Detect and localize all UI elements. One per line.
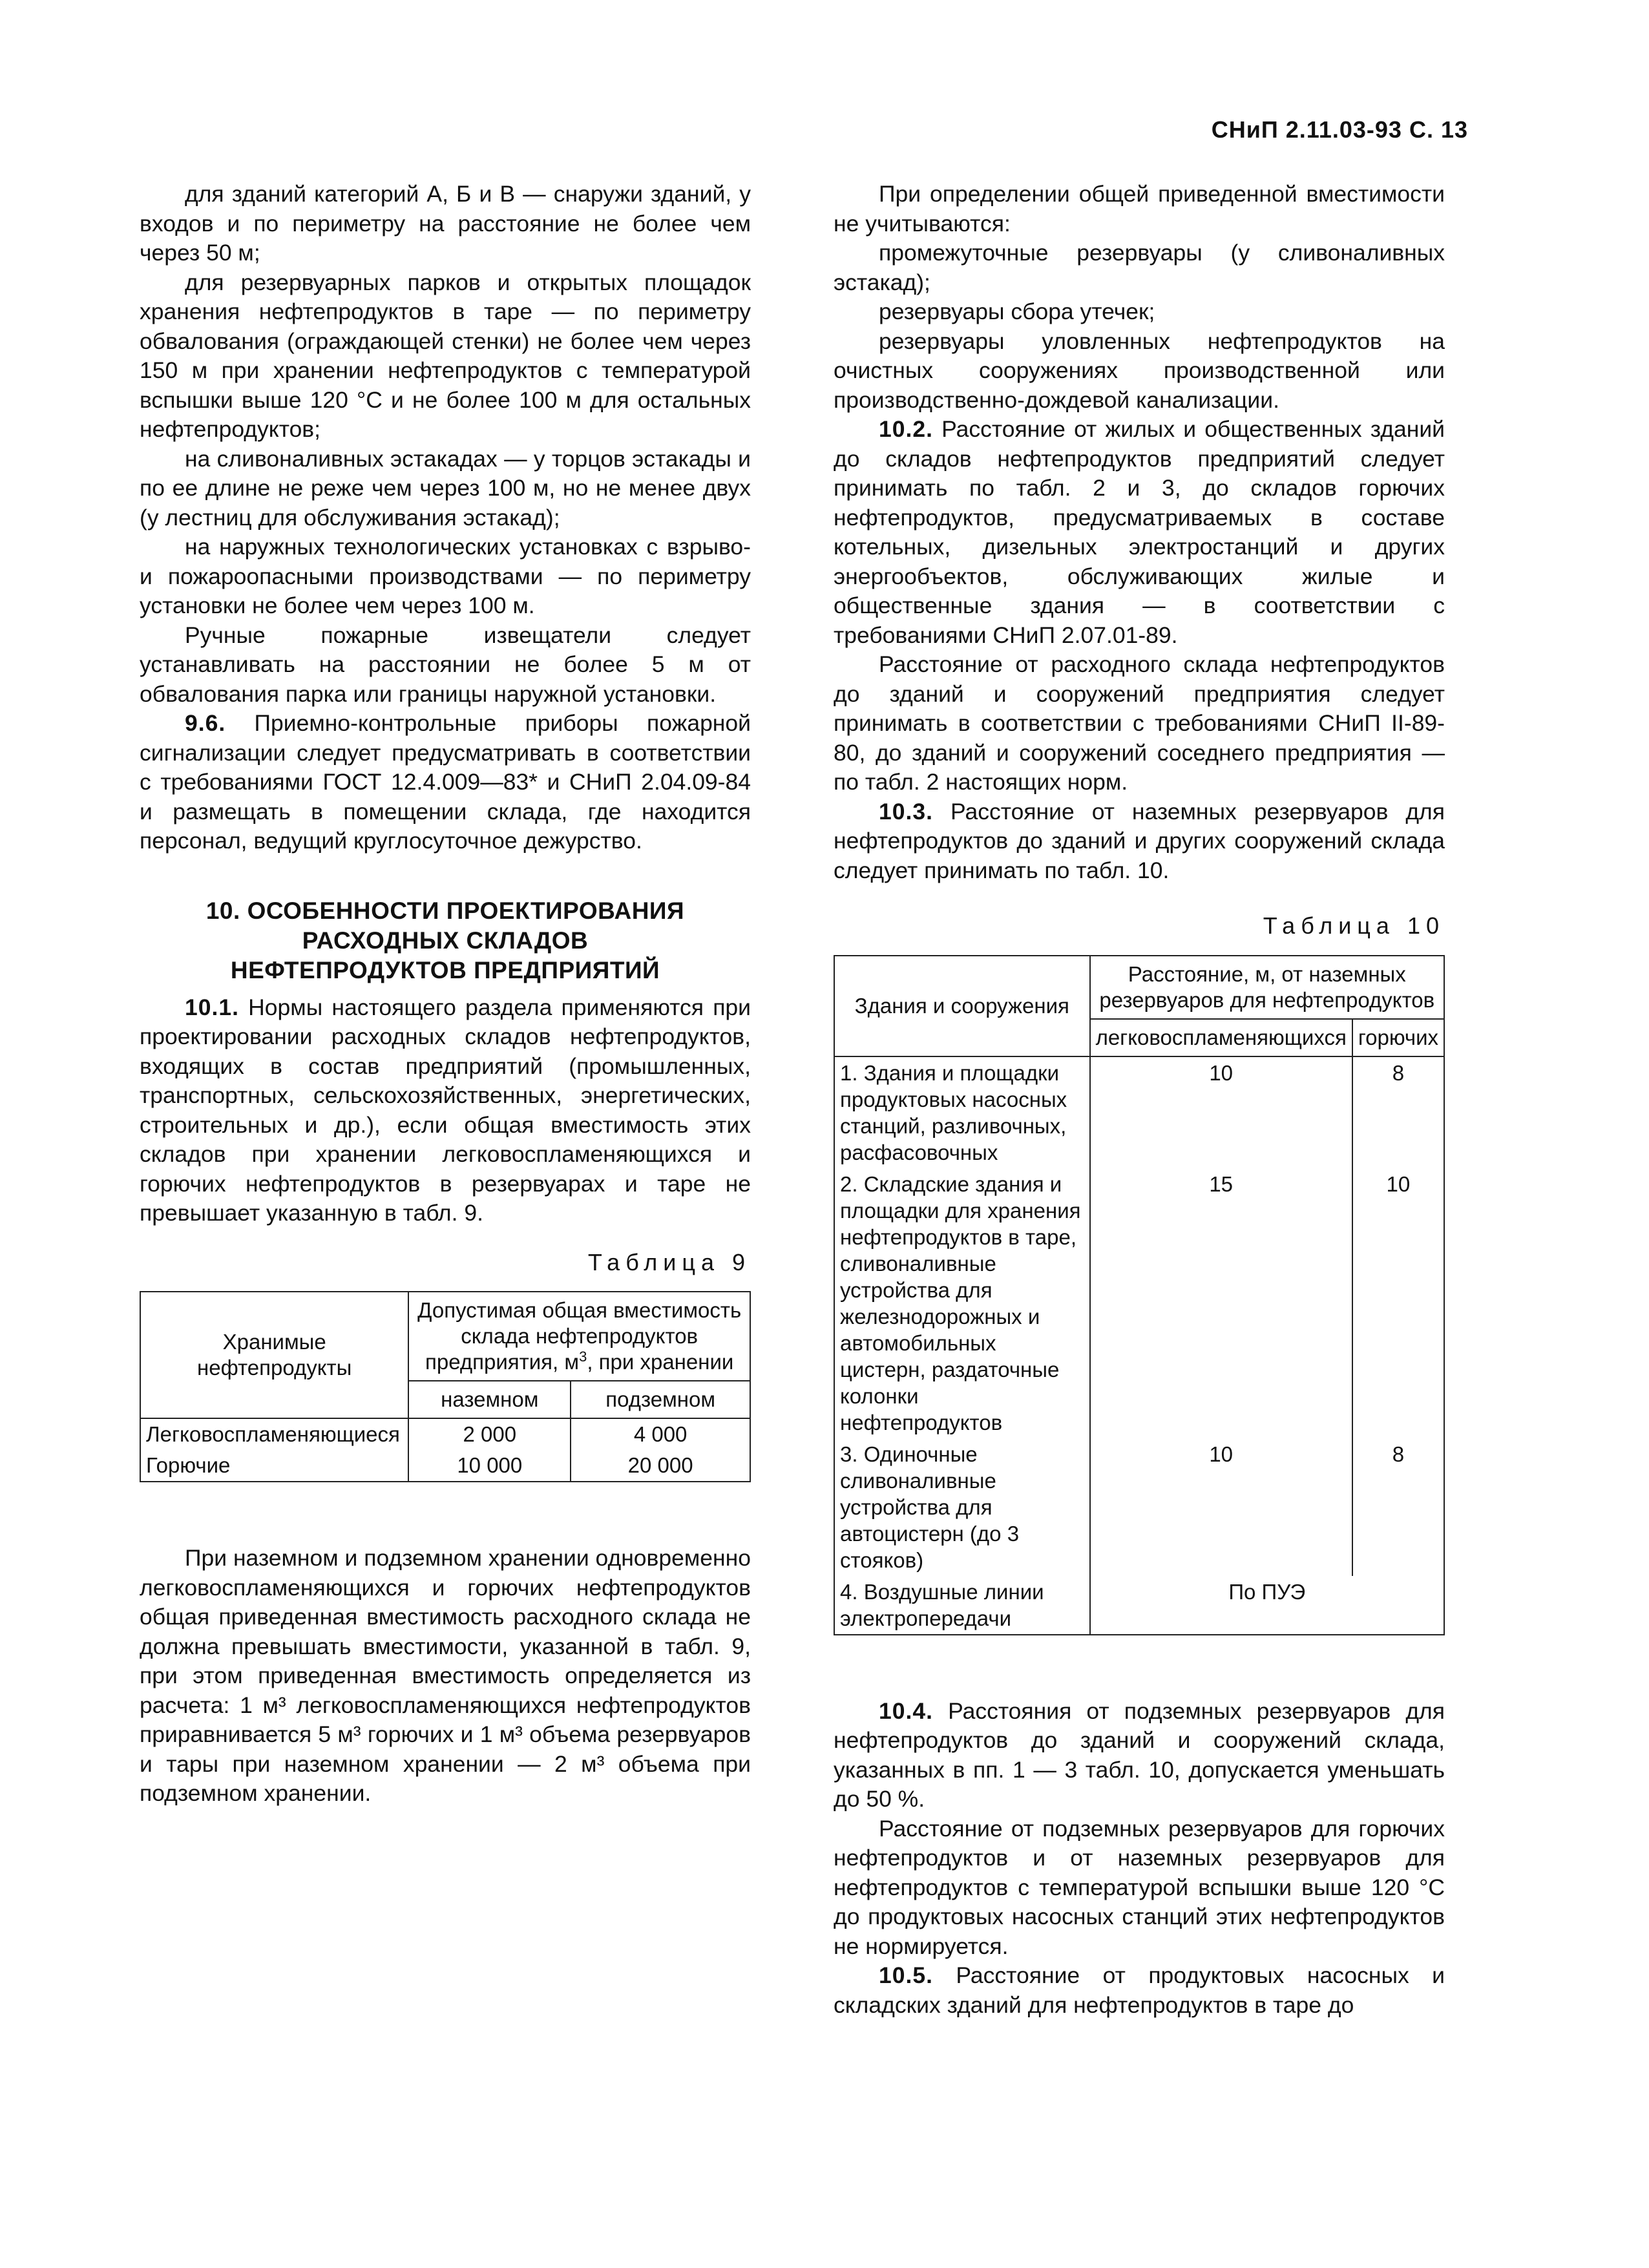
- table-header-combustible: горючих: [1352, 1019, 1444, 1056]
- clause-number: 10.1.: [185, 994, 239, 1020]
- header-text: , при хранении: [587, 1350, 734, 1374]
- table-cell-name: 1. Здания и площадки продуктовых насосных станций, разливочных, расфасовочных: [834, 1056, 1090, 1168]
- list-item: резервуары сбора утечек;: [879, 299, 1155, 324]
- clause-number: 10.4.: [879, 1697, 933, 1724]
- page-header: СНиП 2.11.03-93 С. 13: [1211, 116, 1468, 143]
- table-9-caption: Таблица 9: [587, 1248, 751, 1276]
- table-10-caption: Таблица 10: [1263, 912, 1445, 939]
- clause-10-5: [834, 1961, 1445, 2020]
- table-cell: 10 000: [408, 1450, 571, 1482]
- section-title-line: НЕФТЕПРОДУКТОВ ПРЕДПРИЯТИЙ: [230, 956, 660, 983]
- table-header-under: подземном: [571, 1381, 750, 1418]
- table-row: [140, 1450, 750, 1482]
- clause-text: Расстояния от подземных резервуаров для нефтепродуктов до зданий и сооружений склада, указанных в пп. 1 — 3 табл. 10, допускается уменьшать до 50 %.: [834, 1697, 1445, 1812]
- table-cell: 4 000: [571, 1418, 750, 1450]
- right-column: [834, 180, 1445, 2020]
- section-title-line: РАСХОДНЫХ СКЛАДОВ: [302, 927, 589, 954]
- table-row: [834, 1576, 1444, 1635]
- table-cell-merged: По ПУЭ: [1090, 1576, 1444, 1635]
- clause-number: 10.3.: [879, 798, 933, 824]
- section-title: [140, 896, 751, 985]
- paragraph: на сливоналивных эстакадах — у торцов эстакады и по ее длине не реже чем через 100 м, но не менее двух (у лестниц для обслуживания эстакад);: [140, 445, 751, 530]
- paragraph: При определении общей приведенной вместимости не учитываются:: [834, 181, 1445, 236]
- table-row: [834, 1438, 1444, 1576]
- table-header-capacity: [408, 1292, 750, 1381]
- clause-text: Расстояние от жилых и общественных зданий до складов нефтепродуктов предприятий следует принимать по табл. 2 и 3, до складов горючих нефтепродуктов, предусматриваемых в составе котельных, дизельных электростанций и других энергообъектов, обслуживающих жилые и общественные здания — в соответствии с требованиями СНиП 2.07.01-89.: [834, 416, 1445, 648]
- table-10: [834, 955, 1445, 1635]
- clause-number: 10.5.: [879, 1962, 933, 1988]
- table-cell: 8: [1352, 1438, 1444, 1576]
- paragraph: Расстояние от расходного склада нефтепродуктов до зданий и сооружений предприятия следует принимать в соответствии с требованиями СНиП II-89-80, до зданий и сооружений соседнего предприятия — по табл. 2 настоящих норм.: [834, 651, 1445, 795]
- clause-text: Расстояние от наземных резервуаров для нефтепродуктов до зданий и других сооружений склада следует принимать по табл. 10.: [834, 798, 1445, 883]
- paragraph: При наземном и подземном хранении одновременно легковоспламеняющихся и горючих нефтепродуктов общая приведенная вместимость расходного склада не должна превышать вместимости, указанной в табл. 9, при этом приведенная вместимость определяется из расчета: 1 м³ легковоспламеняющихся нефтепродуктов приравнивается 5 м³ горючих и 1 м³ объема резервуаров и тары при наземном хранении — 2 м³ объема при подземном хранении.: [140, 1545, 751, 1806]
- clause-number: 10.2.: [879, 416, 933, 442]
- table-cell-name: 4. Воздушные линии электропередачи: [834, 1576, 1090, 1635]
- list-item: резервуары уловленных нефтепродуктов на очистных сооружениях производственной или производственно-дождевой канализации.: [834, 328, 1445, 413]
- left-column: [140, 180, 751, 1809]
- table-cell-name: Легковоспламеняющиеся: [140, 1418, 408, 1450]
- table-cell: 10: [1352, 1168, 1444, 1438]
- clause-10-4: [834, 1697, 1445, 1814]
- paragraph: для резервуарных парков и открытых площадок хранения нефтепродуктов в таре — по периметру обвалования (ограждающей стенки) не более чем через 150 м при хранении нефтепродуктов с температурой вспышки выше 120 °С и не более 100 м для остальных нефтепродуктов;: [140, 269, 751, 442]
- table-cell-name: 2. Складские здания и площадки для хранения нефтепродуктов в таре, сливоналивные устройства для железнодорожных и автомобильных цистерн, раздаточные колонки нефтепродуктов: [834, 1168, 1090, 1438]
- table-header-above: наземном: [408, 1381, 571, 1418]
- clause-number: 9.6.: [185, 710, 226, 736]
- table-9: [140, 1291, 751, 1482]
- paragraph: для зданий категорий А, Б и В — снаружи зданий, у входов и по периметру на расстояние не более чем через 50 м;: [140, 181, 751, 266]
- clause-text: Приемно-контрольные приборы пожарной сигнализации следует предусматривать в соответствии с требованиями ГОСТ 12.4.009—83* и СНиП 2.04.09-84 и размещать в помещении склада, где находится персонал, ведущий круглосуточное дежурство.: [140, 710, 751, 854]
- clause-10-2: [834, 415, 1445, 650]
- table-row: [834, 1056, 1444, 1168]
- superscript: 3: [579, 1349, 587, 1365]
- list-item: промежуточные резервуары (у сливоналивных эстакад);: [834, 240, 1445, 295]
- table-cell: 2 000: [408, 1418, 571, 1450]
- paragraph: Расстояние от подземных резервуаров для горючих нефтепродуктов и от наземных резервуаров для нефтепродуктов с температурой вспышки выше 120 °С до продуктовых насосных станций этих нефтепродуктов не нормируется.: [834, 1815, 1445, 1959]
- table-cell: 20 000: [571, 1450, 750, 1482]
- clause-text: Расстояние от продуктовых насосных и складских зданий для нефтепродуктов в таре до: [834, 1962, 1445, 2018]
- table-cell-name: 3. Одиночные сливоналивные устройства для автоцистерн (до 3 стояков): [834, 1438, 1090, 1576]
- table-cell: 15: [1090, 1168, 1352, 1438]
- clause-text: Нормы настоящего раздела применяются при проектировании расходных складов нефтепродуктов, входящих в состав предприятий (промышленных, транспортных, сельскохозяйственных, энергетических, строительных и др.), если общая вместимость этих складов при хранении легковоспламеняющихся и горючих нефтепродуктов в резервуарах и таре не превышает указанную в табл. 9.: [140, 994, 751, 1226]
- table-cell: 8: [1352, 1056, 1444, 1168]
- section-title-line: 10. ОСОБЕННОСТИ ПРОЕКТИРОВАНИЯ: [205, 897, 685, 924]
- clause-9-6: [140, 709, 751, 856]
- table-cell: 10: [1090, 1056, 1352, 1168]
- paragraph: Ручные пожарные извещатели следует устанавливать на расстоянии не более 5 м от обвалования парка или границы наружной установки.: [140, 622, 751, 707]
- table-row: [834, 1168, 1444, 1438]
- table-row: [140, 1418, 750, 1450]
- header-text: Допустимая общая вместимость склада нефтепродуктов предприятия, м: [417, 1298, 742, 1374]
- table-cell: 10: [1090, 1438, 1352, 1576]
- table-header-buildings: Здания и сооружения: [834, 956, 1090, 1056]
- table-header-stored: Хранимые нефтепродукты: [140, 1292, 408, 1418]
- paragraph: на наружных технологических установках с взрыво- и пожароопасными производствами — по периметру установки не более чем через 100 м.: [140, 534, 751, 618]
- table-header-flammable: легковоспламеняющихся: [1090, 1019, 1352, 1056]
- clause-10-1: [140, 993, 751, 1228]
- clause-10-3: [834, 797, 1445, 886]
- table-header-distance: Расстояние, м, от наземных резервуаров для нефтепродуктов: [1090, 956, 1444, 1019]
- table-cell-name: Горючие: [140, 1450, 408, 1482]
